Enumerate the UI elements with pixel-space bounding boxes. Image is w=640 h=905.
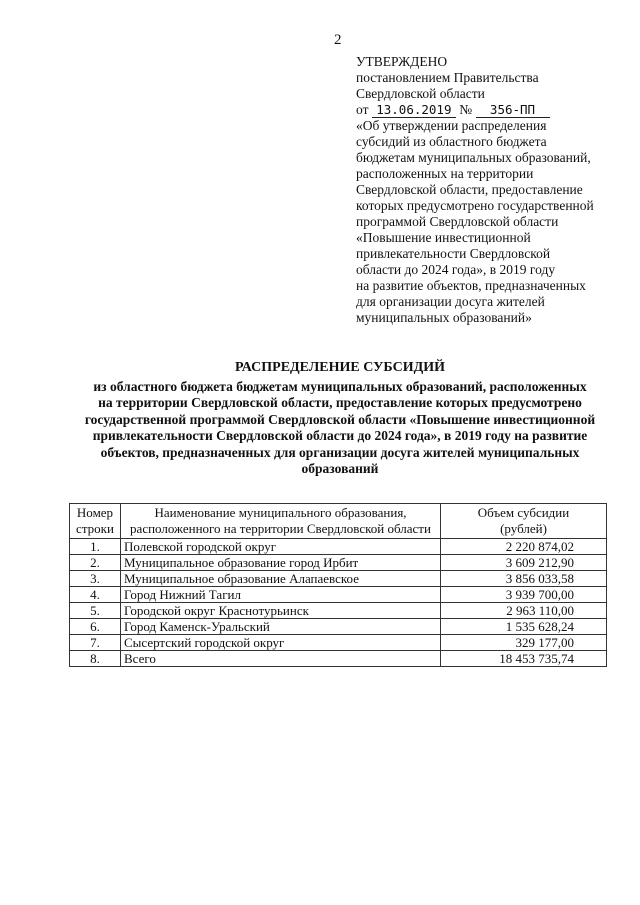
table-row <box>70 571 607 587</box>
approval-about-line: программой Свердловской области <box>356 214 559 229</box>
table-row-total <box>70 651 607 667</box>
header-text: строки <box>76 521 114 536</box>
approval-block <box>356 54 626 326</box>
approval-about-line: на развитие объектов, предназначенных <box>356 278 586 293</box>
subsidy-amount: 3 856 033,58 <box>441 571 607 587</box>
approval-date-line <box>356 102 626 118</box>
approval-about-line: расположенных на территории <box>356 166 534 181</box>
header-amount <box>441 504 607 539</box>
title-sub-line: образований <box>301 461 379 476</box>
subsidy-amount: 3 939 700,00 <box>441 587 607 603</box>
table-row <box>70 603 607 619</box>
table-row <box>70 635 607 651</box>
approval-heading: УТВЕРЖДЕНО <box>356 54 448 69</box>
approval-number: 356-ПП <box>476 103 550 118</box>
municipality-name: Сысертский городской округ <box>121 635 441 651</box>
approval-about-line: бюджетам муниципальных образований, <box>356 150 591 165</box>
row-number: 6. <box>70 619 121 635</box>
municipality-name: Всего <box>121 651 441 667</box>
municipality-name: Городской округ Краснотурьинск <box>121 603 441 619</box>
title-sub-line: привлекательности Свердловской области до 2024 года», в 2019 году на развитие <box>92 428 588 443</box>
row-number: 1. <box>70 539 121 555</box>
table-row <box>70 619 607 635</box>
municipality-name: Муниципальное образование город Ирбит <box>121 555 441 571</box>
municipality-name: Город Каменск-Уральский <box>121 619 441 635</box>
title-sub-line: из областного бюджета бюджетам муниципальных образований, расположенных <box>93 378 587 394</box>
header-text: Объем субсидии <box>477 505 570 520</box>
number-label: № <box>459 102 473 117</box>
approval-about <box>356 118 626 326</box>
subsidy-amount: 1 535 628,24 <box>441 619 607 635</box>
subsidy-amount: 329 177,00 <box>441 635 607 651</box>
approval-about-line: для организации досуга жителей <box>356 294 545 309</box>
table-row <box>70 539 607 555</box>
approval-line: Свердловской области <box>356 86 485 101</box>
row-number: 7. <box>70 635 121 651</box>
from-label: от <box>356 102 369 117</box>
page-number: 2 <box>334 32 342 48</box>
document-title <box>60 360 620 478</box>
approval-about-line: которых предусмотрено государственной <box>356 198 594 213</box>
approval-about-line: «Повышение инвестиционной <box>356 230 531 245</box>
row-number: 4. <box>70 587 121 603</box>
subsidy-amount: 2 220 874,02 <box>441 539 607 555</box>
header-text: (рублей) <box>500 521 547 536</box>
approval-about-line: «Об утверждении распределения <box>356 118 547 133</box>
title-sub-line: государственной программой Свердловской области «Повышение инвестиционной <box>84 411 596 427</box>
table-header-row <box>70 504 607 539</box>
approval-about-line: привлекательности Свердловской <box>356 246 551 261</box>
header-text: расположенного на территории Свердловской области <box>130 521 431 536</box>
municipality-name: Город Нижний Тагил <box>121 587 441 603</box>
subsidy-amount: 3 609 212,90 <box>441 555 607 571</box>
header-row-number <box>70 504 121 539</box>
municipality-name: Полевской городской округ <box>121 539 441 555</box>
row-number: 2. <box>70 555 121 571</box>
title-main: РАСПРЕДЕЛЕНИЕ СУБСИДИЙ <box>234 360 445 375</box>
row-number: 8. <box>70 651 121 667</box>
header-text: Номер <box>76 505 114 520</box>
title-sub-line: объектов, предназначенных для организации досуга жителей муниципальных <box>100 444 580 460</box>
approval-about-line: муниципальных образований» <box>356 310 532 325</box>
subsidy-table <box>69 503 607 667</box>
approval-about-line: области до 2024 года», в 2019 году <box>356 262 556 277</box>
row-number: 5. <box>70 603 121 619</box>
header-text: Наименование муниципального образования, <box>154 505 407 520</box>
table-row <box>70 587 607 603</box>
subsidy-amount: 2 963 110,00 <box>441 603 607 619</box>
approval-line: постановлением Правительства <box>356 70 539 85</box>
title-sub-line: на территории Свердловской области, предоставление которых предусмотрено <box>98 395 582 410</box>
municipality-name: Муниципальное образование Алапаевское <box>121 571 441 587</box>
approval-date: 13.06.2019 <box>372 103 456 118</box>
table-row <box>70 555 607 571</box>
approval-about-line: Свердловской области, предоставление <box>356 182 583 197</box>
header-municipality <box>121 504 441 539</box>
subsidy-amount: 18 453 735,74 <box>441 651 607 667</box>
approval-about-line: субсидий из областного бюджета <box>356 134 547 149</box>
row-number: 3. <box>70 571 121 587</box>
